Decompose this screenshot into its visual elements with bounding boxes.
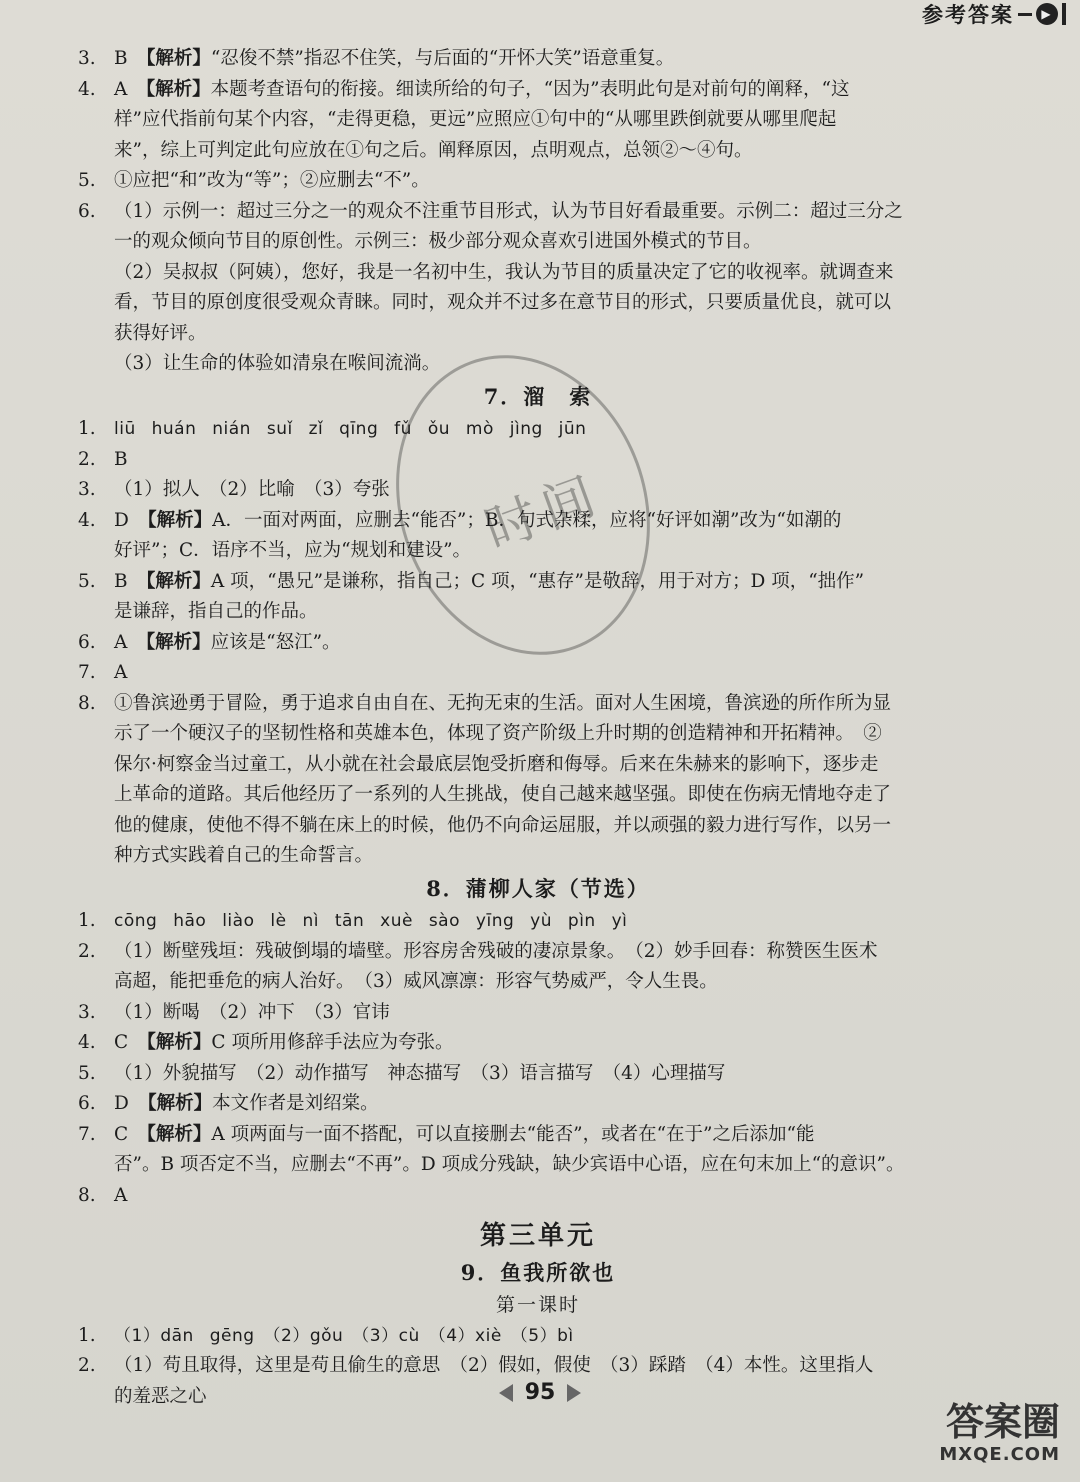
answer-text: A 【解析】应该是“怒江”。 (114, 631, 341, 653)
answer-continuation: 好评”；C．语序不当，应为“规划和建设”。 (114, 540, 472, 561)
answer-text: cōng hāo liào lè nì tān xuè sào yīng yù pìn yì (114, 911, 628, 931)
answer-continuation: 获得好评。 (114, 322, 207, 344)
answer-item (78, 1059, 998, 1090)
answer-text: A 【解析】本题考查语句的衔接。细读所给的句子，“因为”表明此句是对前句的阐释，“这 (114, 78, 850, 100)
answer-number: 3. (78, 479, 96, 500)
answer-text: ①鲁滨逊勇于冒险，勇于追求自由自在、无拘无束的生活。面对人生困境，鲁滨逊的所作所为显 (114, 692, 892, 714)
watermark-logo-text: 答案圈 (945, 1400, 1060, 1444)
answer-item (78, 689, 998, 720)
answer-item (78, 1120, 998, 1151)
answer-text: （1）断壁残垣：残破倒塌的墙壁。形容房舍残破的凄凉景象。 （2）妙手回春：称赞医生医术 (114, 940, 878, 962)
answer-number: 5. (78, 1062, 96, 1084)
answer-item (78, 906, 998, 937)
answer-number: 1. (78, 1324, 96, 1346)
answer-continuation: 保尔·柯察金当过童工，从小就在社会最底层饱受折磨和侮辱。后来在朱赫来的影响下，逐步走 (114, 753, 879, 775)
answer-continuation: 看，节目的原创度很受观众青睐。同时，观众并不过多在意节目的形式，只要质量优良，就可以 (114, 292, 892, 313)
page-number: 95 (524, 1380, 556, 1405)
answer-number: 5. (78, 170, 96, 191)
next-page-icon (567, 1384, 581, 1402)
section-title: 8．蒲柳人家（节选） (426, 875, 650, 901)
section-title: 7．溜 索 (483, 383, 593, 409)
answer-content (78, 44, 998, 1412)
answer-subpart: （3）让生命的体验如清泉在喉间流淌。 (114, 353, 441, 374)
answer-text: （1）dān gēng （2）gǒu （3）cù （4）xiè （5）bì (114, 1325, 574, 1346)
answer-number: 2. (78, 1355, 96, 1376)
answer-number: 2. (78, 448, 96, 470)
answer-number: 4. (78, 1032, 96, 1053)
header-dash (1018, 13, 1032, 16)
answer-item (78, 166, 998, 197)
page-header (922, 0, 1066, 28)
answer-item (78, 658, 998, 689)
answer-item (78, 1089, 998, 1120)
answer-number: 4. (78, 78, 96, 100)
answer-continuation: 样”应代指前句某个内容，“走得更稳，更远”应照应①句中的“从哪里跌倒就要从哪里爬起 (114, 109, 837, 130)
answer-number: 7. (78, 662, 96, 683)
answer-number: 8. (78, 692, 96, 714)
prev-page-icon (499, 1384, 513, 1402)
answer-text: D 【解析】A．一面对两面，应删去“能否”；B．句式杂糅，应将“好评如潮”改为“如潮的 (114, 509, 842, 531)
answer-continuation: 上革命的道路。其后他经历了一系列的人生挑战，使自己越来越坚强。即使在伤病无情地夺走了 (114, 784, 892, 805)
answer-item (78, 197, 998, 228)
answer-text: （1）拟人 （2）比喻 （3）夸张 (114, 479, 390, 500)
answer-item (78, 998, 998, 1029)
section-title: 9．鱼我所欲也 (460, 1259, 616, 1285)
answer-number: 1. (78, 418, 96, 439)
answer-item (78, 1181, 998, 1212)
answer-continuation: 来”，综上可判定此句应放在①句之后。阐释原因，点明观点，总领②～④句。 (114, 139, 753, 161)
answer-number: 8. (78, 1184, 96, 1206)
answer-number: 4. (78, 509, 96, 531)
answer-text: A (114, 1184, 128, 1206)
answer-text: B 【解析】“忍俊不禁”指忍不住笑，与后面的“开怀大笑”语意重复。 (114, 48, 675, 69)
answer-item (78, 44, 998, 75)
site-watermark (910, 1400, 1060, 1470)
answer-text: （1）外貌描写 （2）动作描写 神态描写 （3）语言描写 （4）心理描写 (114, 1062, 726, 1084)
answer-number: 7. (78, 1123, 96, 1145)
answer-item (78, 1028, 998, 1059)
answer-number: 6. (78, 631, 96, 653)
answer-number: 3. (78, 48, 96, 69)
answer-text: D 【解析】本文作者是刘绍棠。 (114, 1093, 379, 1114)
answer-number: 1. (78, 910, 96, 931)
answer-number: 6. (78, 200, 96, 222)
answer-text: C 【解析】C 项所用修辞手法应为夸张。 (114, 1032, 454, 1053)
answer-text: A (114, 662, 128, 683)
answer-item (78, 1351, 998, 1382)
watermark-stamp-text: 时间 (477, 463, 611, 562)
play-forward-icon: ▶ (1036, 3, 1058, 25)
answer-item (78, 75, 998, 106)
answer-continuation: 一的观众倾向节目的原创性。示例三：极少部分观众喜欢引进国外模式的节目。 (114, 231, 762, 252)
answer-number: 3. (78, 1001, 96, 1023)
answer-subpart: （2）吴叔叔（阿姨），您好，我是一名初中生，我认为节目的质量决定了它的收视率。就调查来 (114, 261, 894, 283)
answer-text: （1）示例一：超过三分之一的观众不注重节目形式，认为节目好看最重要。示例二：超过三分之 (114, 200, 903, 222)
unit-title: 第三单元 (479, 1221, 596, 1251)
answer-item (78, 937, 998, 968)
header-bar (1062, 3, 1066, 25)
watermark-url: MXQE.COM (939, 1444, 1060, 1465)
answer-text: （1）断喝 （2）冲下 （3）官讳 (114, 1001, 390, 1023)
answer-continuation: 是谦辞，指自己的作品。 (114, 601, 318, 622)
answer-text: ①应把“和”改为“等”；②应删去“不”。 (114, 170, 430, 191)
header-title: 参考答案 (922, 2, 1014, 27)
answer-text: B 【解析】A 项，“愚兄”是谦称，指自己；C 项，“惠存”是敬辞，用于对方；D 项，“拙作” (114, 570, 865, 592)
answer-item (78, 1321, 998, 1352)
answer-continuation: 他的健康，使他不得不躺在床上的时候，他仍不向命运屈服，并以顽强的毅力进行写作，以另一 (114, 814, 892, 836)
answer-text: liū huán nián suǐ zǐ qīng fǔ ǒu mò jìng jūn (114, 419, 587, 439)
answer-continuation: 种方式实践着自己的生命誓言。 (114, 845, 374, 866)
answer-number: 5. (78, 570, 96, 592)
answer-number: 2. (78, 940, 96, 962)
answer-text: B (114, 448, 128, 470)
answer-number: 6. (78, 1093, 96, 1114)
answer-text: （1）苟且取得，这里是苟且偷生的意思 （2）假如，假使 （3）踩踏 （4）本性。这里指人 (114, 1355, 874, 1376)
lesson-title: 第一课时 (495, 1294, 580, 1316)
answer-text: C 【解析】A 项两面与一面不搭配，可以直接删去“能否”，或者在“在于”之后添加“能 (114, 1123, 815, 1145)
answer-continuation: 的羞恶之心 (114, 1385, 207, 1407)
answer-continuation: 否”。B 项否定不当，应删去“不再”。D 项成分残缺，缺少宾语中心语，应在句末加上“的意识”。 (114, 1154, 905, 1175)
answer-continuation: 高超，能把垂危的病人治好。 （3）威风凛凛：形容气势威严，令人生畏。 (114, 971, 718, 992)
answer-continuation: 示了一个硬汉子的坚韧性格和英雄本色，体现了资产阶级上升时期的创造精神和开拓精神。 ② (114, 723, 882, 744)
